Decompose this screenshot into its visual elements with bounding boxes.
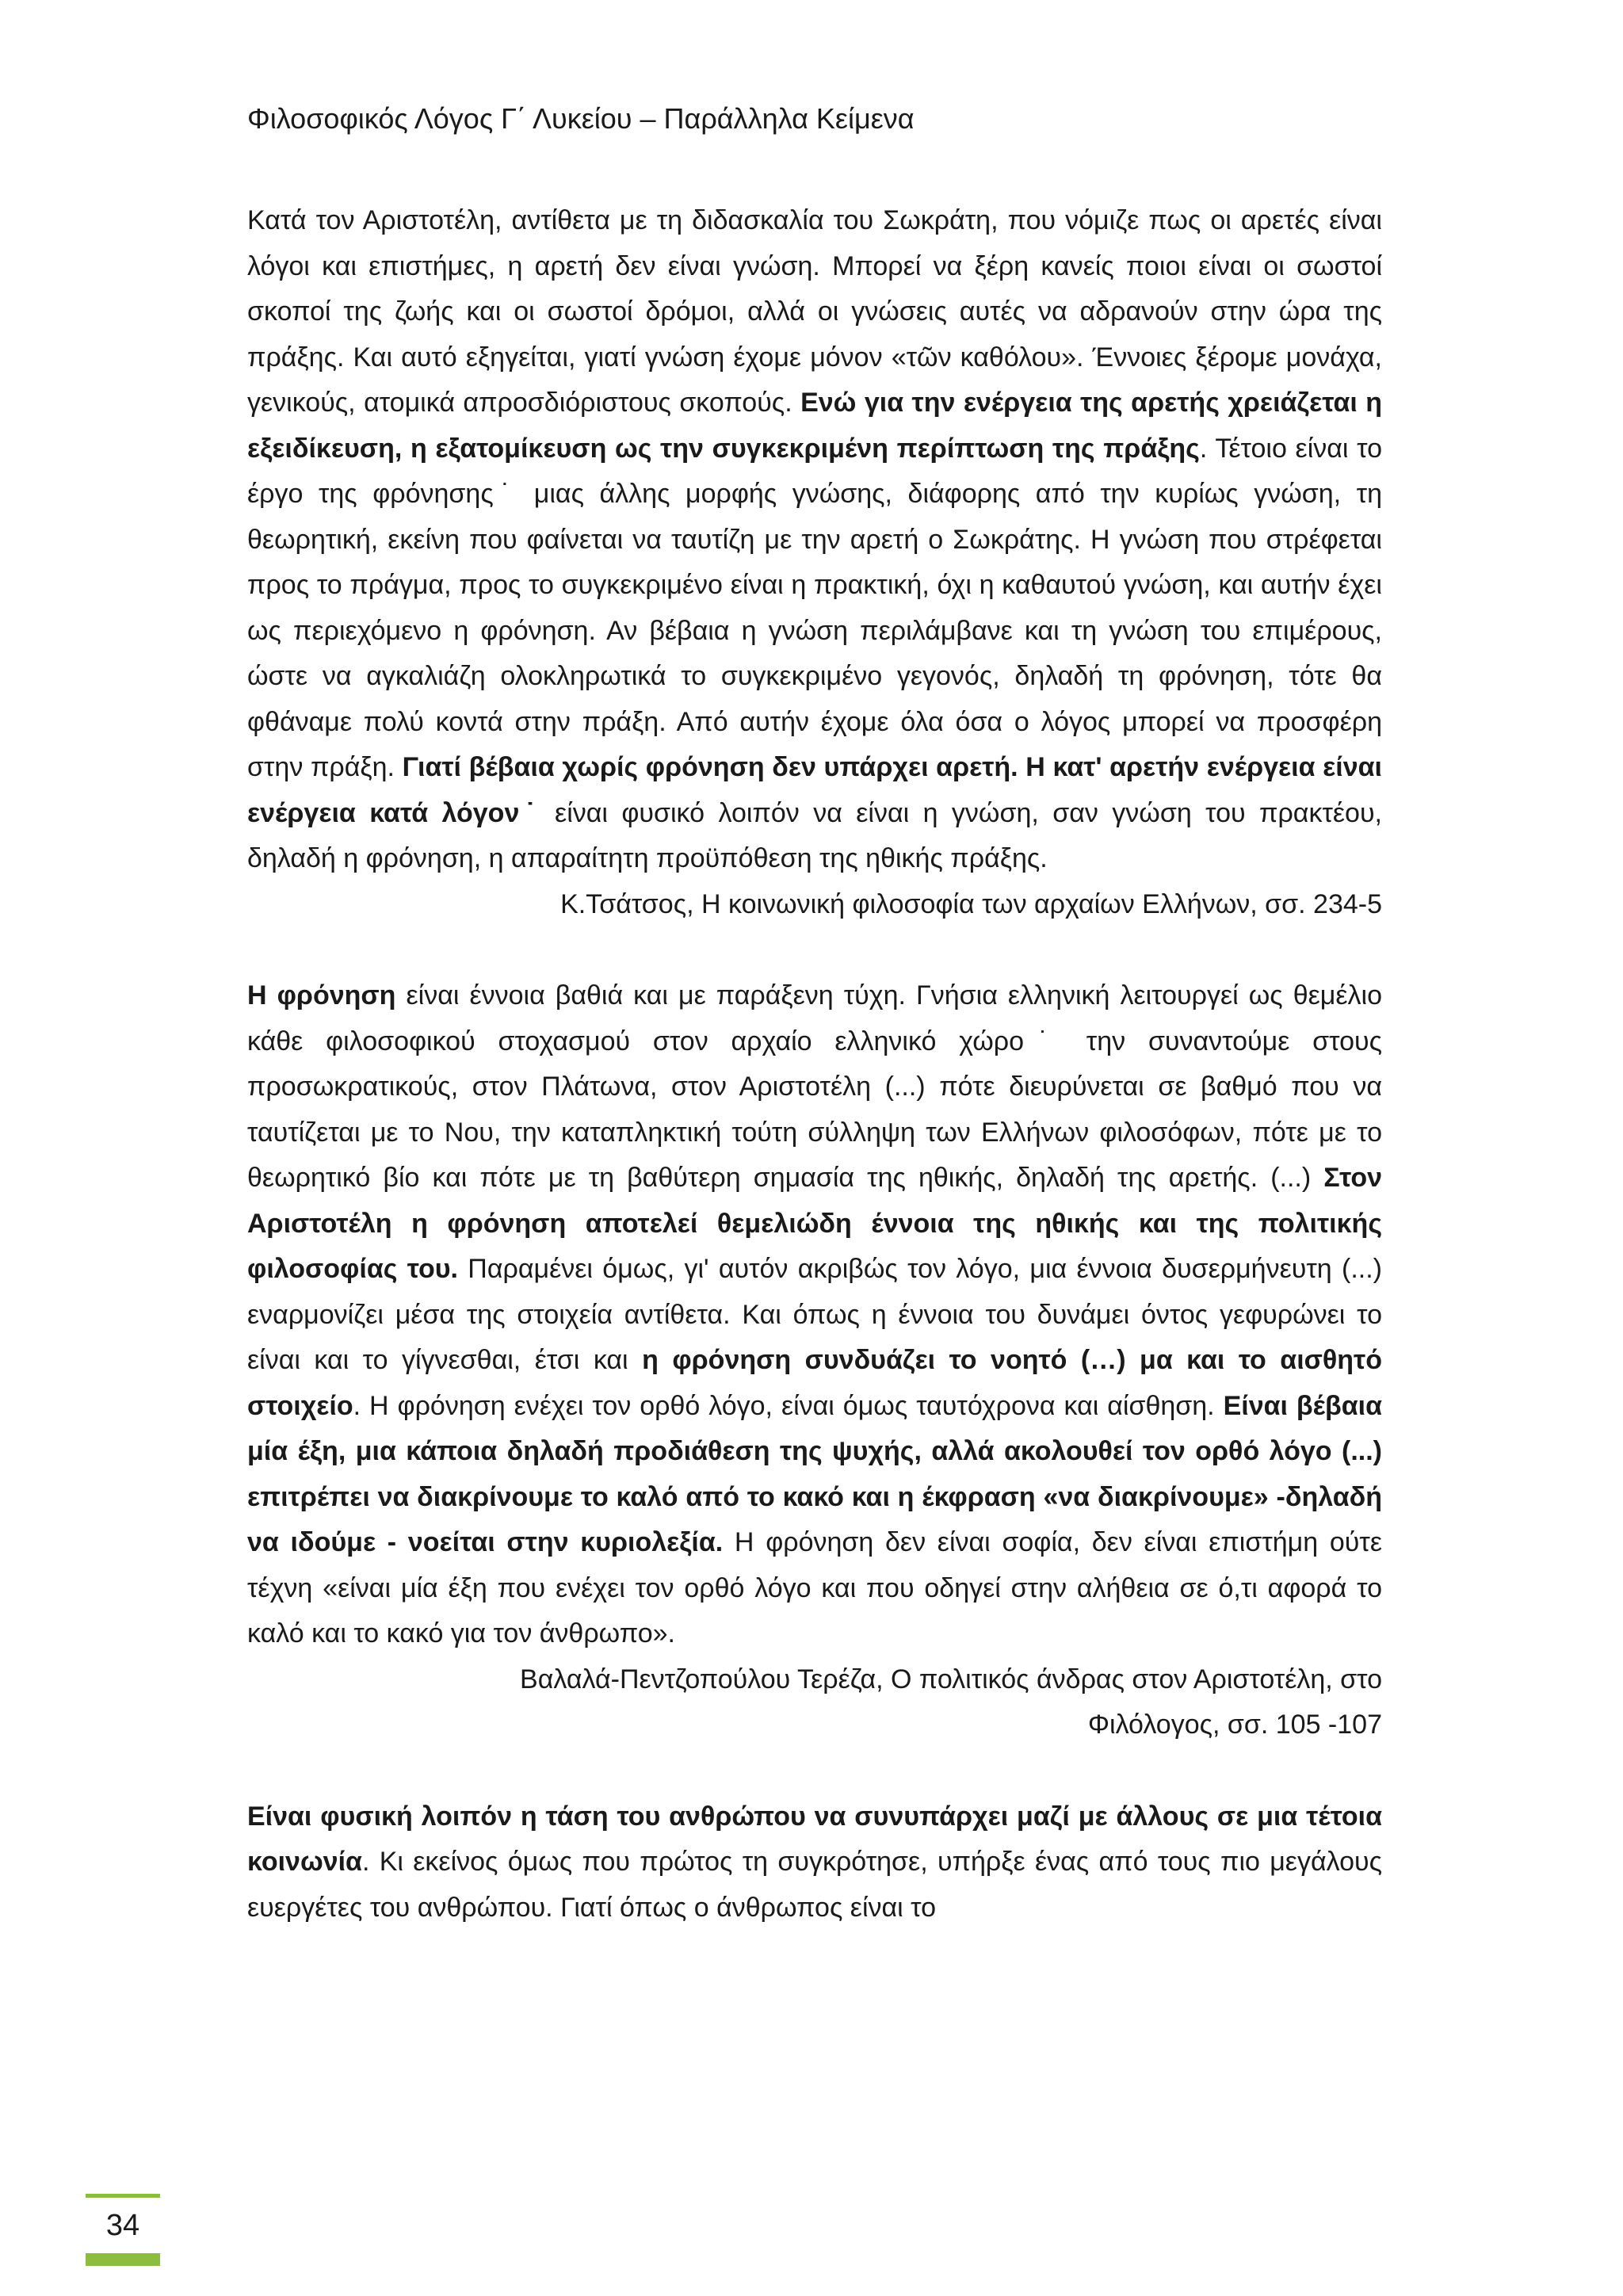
page-number-block <box>86 2194 160 2266</box>
bold-text-run: Είναι βέβαια μία έξη, μια κάποια δηλαδή προδιάθεση της ψυχής, αλλά ακολουθεί τον ορθό λόγο (...) επιτρέπει να διακρίνουμε το καλό από το κακό και η έκφραση «να διακρίνουμε» -δηλαδή να ιδούμε - νοείται στην κυριολεξία. <box>247 1390 1383 1557</box>
bold-text-run: Στον Αριστοτέλη η φρόνηση αποτελεί θεμελιώδη έννοια της ηθικής και της πολιτικής φιλοσοφίας του. <box>247 1163 1382 1284</box>
bold-text-run: Γιατί βέβαια χωρίς φρόνηση δεν υπάρχει αρετή. Η κατ' αρετήν ενέργεια είναι ενέργεια κατά λόγον˙ <box>247 752 1382 828</box>
text-run: . Κι εκείνος όμως που πρώτος τη συγκρότησε, υπήρξε ένας από τους πιο μεγάλους ευεργέτες του ανθρώπου. Γιατί όπως ο άνθρωπος είναι το <box>247 1847 1382 1923</box>
page-number-bar-bottom <box>86 2253 160 2266</box>
paragraph-tsatsos <box>247 198 1382 882</box>
paragraph-valala <box>247 973 1382 1657</box>
bold-text-run: Ενώ για την ενέργεια της αρετής χρειάζεται η εξειδίκευση, η εξατομίκευση ως την συγκεκριμένη περίπτωση της πράξης <box>247 388 1383 464</box>
text-run: Η φρόνηση δεν είναι σοφία, δεν είναι επιστήμη ούτε τέχνη «είναι μία έξη που ενέχει τον ορθό λόγο και που οδηγεί στην αλήθεια σε ό,τι αφορά το καλό και το κακό για τον άνθρωπο». <box>247 1527 1382 1648</box>
paragraph-society <box>247 1794 1382 1931</box>
text-run: είναι έννοια βαθιά και με παράξενη τύχη. Γνήσια ελληνική λειτουργεί ως θεμέλιο κάθε φιλοσοφικού στοχασμού στον αρχαίο ελληνικό χώρο˙ την συναντούμε στους προσωκρατικούς, στον Πλάτωνα, στον Αριστοτέλη (...) πότε διευρύνεται σε βαθμό που να ταυτίζεται με το Νου, την καταπληκτική τούτη σύλληψη των Ελλήνων φιλοσόφων, πότε με το θεωρητικό βίο και πότε με τη βαθύτερη σημασία της ηθικής, δηλαδή της αρετής. (...) <box>247 980 1382 1193</box>
text-run: είναι φυσικό λοιπόν να είναι η γνώση, σαν γνώση του πρακτέου, δηλαδή η φρόνηση, η απαραίτητη προϋπόθεση της ηθικής πράξης. <box>247 797 1382 873</box>
citation-valala-line-2: Φιλόλογος, σσ. 105 -107 <box>1087 1710 1382 1740</box>
citation-valala-line-1: Βαλαλά-Πεντζοπούλου Τερέζα, Ο πολιτικός άνδρας στον Αριστοτέλη, στο <box>520 1664 1382 1694</box>
bold-text-run: η φρόνηση συνδυάζει το νοητό (…) μα και το αισθητό στοιχείο <box>247 1345 1382 1421</box>
section-spacer <box>247 927 1382 973</box>
text-run: . Η φρόνηση ενέχει τον ορθό λόγο, είναι όμως ταυτόχρονα και αίσθηση. <box>353 1390 1224 1421</box>
text-run: Παραμένει όμως, γι' αυτόν ακριβώς τον λόγο, μια έννοια δυσερμήνευτη (...) εναρμονίζει μέσα της στοιχεία αντίθετα. Και όπως η έννοια του δυνάμει όντος γεφυρώνει το είναι και το γίγνεσθαι, έτσι και <box>247 1254 1382 1375</box>
bold-text-run: Είναι φυσική λοιπόν η τάση του ανθρώπου να συνυπάρχει μαζί με άλλους σε μια τέτοια κοινωνία <box>247 1801 1382 1877</box>
section-spacer <box>247 1748 1382 1794</box>
text-run: Κατά τον Αριστοτέλη, αντίθετα με τη διδασκαλία του Σωκράτη, που νόμιζε πως οι αρετές είναι λόγοι και επιστήμες, η αρετή δεν είναι γνώση. Μπορεί να ξέρη κανείς ποιοι είναι οι σωστοί σκοποί της ζωής και οι σωστοί δρόμοι, αλλά οι γνώσεις αυτές να αδρανούν στην ώρα της πράξης. Και αυτό εξηγείται, γιατί γνώση έχομε μόνον «τῶν καθόλου». Έννοιες ξέρομε μονάχα, γενικούς, ατομικά απροσδιόριστους σκοπούς. <box>247 205 1382 418</box>
bold-text-run: Η φρόνηση <box>247 980 396 1010</box>
page-number: 34 <box>105 2209 140 2242</box>
page-content <box>247 198 1382 1931</box>
running-header: Φιλοσοφικός Λόγος Γ΄ Λυκείου – Παράλληλα Κείμενα <box>247 102 915 135</box>
citation-tsatsos: Κ.Τσάτσος, Η κοινωνική φιλοσοφία των αρχαίων Ελλήνων, σσ. 234-5 <box>560 888 1382 919</box>
text-run: . Τέτοιο είναι το έργο της φρόνησης˙ μιας άλλης μορφής γνώσης, διάφορης από την κυρίως γνώση, τη θεωρητική, εκείνη που φαίνεται να ταυτίζη με την αρετή ο Σωκράτης. Η γνώση που στρέφεται προς το πράγμα, προς το συγκεκριμένο είναι η πρακτική, όχι η καθαυτού γνώση, και αυτήν έχει ως περιεχόμενο η φρόνηση. Αν βέβαια η γνώση περιλάμβανε και τη γνώση του επιμέρους, ώστε να αγκαλιάζη ολοκληρωτικά το συγκεκριμένο γεγονός, δηλαδή τη φρόνηση, τότε θα φθάναμε πολύ κοντά στην πράξη. Από αυτήν έχομε όλα όσα ο λόγος μπορεί να προσφέρη στην πράξη. <box>247 433 1382 782</box>
